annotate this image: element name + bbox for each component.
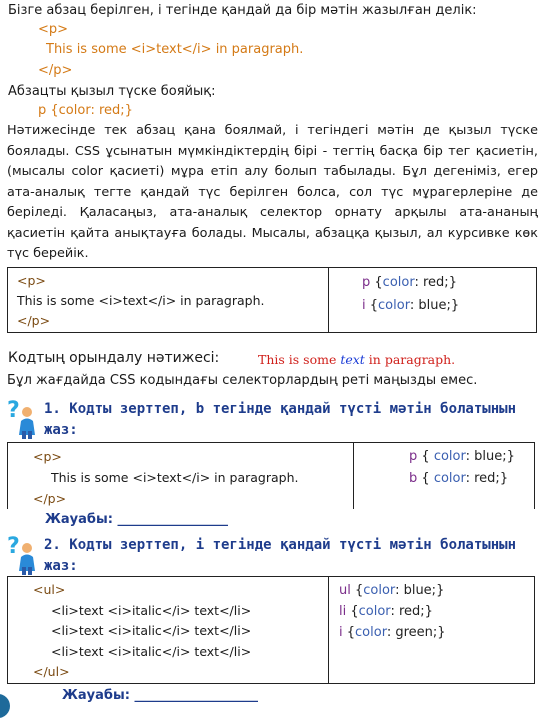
result-rendered [258,352,455,367]
css-selector: b [409,471,418,486]
q1-css-cell [354,443,535,510]
css-selector: p [362,275,371,290]
example-html-line [17,291,328,311]
question-1-answer [45,512,228,527]
q2-html-line: </ul> [33,664,70,679]
q1-css-line: p { color: blue;} [409,449,515,464]
css-property: color [433,471,466,486]
result-text-before: This is some [258,352,341,367]
q2-html-line: <li>text <i>italic</i> text</li> [51,623,252,638]
q1-html-line: This is some <i>text</i> in paragraph. [51,470,299,485]
color-code: p {color: red;} [38,103,133,118]
css-selector: p [409,449,418,464]
order-note: Бұл жағдайда CSS кодындағы селекторлардың реті маңызды емес. [7,373,478,388]
q1-html-line: <p> [33,449,62,464]
q1-html-line: </p> [33,491,67,506]
color-line: Абзацты қызыл түске бояйық: [8,84,216,99]
css-property: color [363,583,396,598]
result-text-after: in paragraph. [364,352,456,367]
example-html-line: <p> [17,273,46,288]
q2-css-cell [329,577,535,684]
intro-line: Бізге абзац берілген, і тегінде қандай да бір мәтін жазылған делік: [8,3,477,18]
example-html-line: </p> [17,313,51,328]
q2-html-line: <li>text <i>italic</i> text</li> [51,643,252,659]
example-css-cell [329,268,537,333]
css-value: green; [395,625,438,640]
question-1-title: 1. Кодты зерттеп, b тегінде қандай түсті мәтін болатынын жаз: [44,401,517,438]
question-1-code-table [7,442,535,509]
css-selector: i [362,298,366,313]
main-paragraph: Нәтижесінде тек абзац қана боялмай, і тегіндегі мәтін де қызыл түске боялады. CSS ұсынатын мүмкіндіктердің бірі - тегтің басқа бір тег қасиетін, (мысалы color қасиеті) мұра етіп алу болып табылады. Бұл дегеніміз, егер ата-аналық тегте қандай түс берілген болса, сол түс мұрагерлеріне де беріледі. Қаласаңыз, ата-аналық селектор орнату арқылы ата-ананың қасиетін қайта анықтауға болады. Мысалы, абзацқа қызыл, ал курсивке көк түс берейік. [7,123,538,261]
question-2-title: 2. Кодты зерттеп, і тегінде қандай түсті мәтін болатынын жаз: [44,537,517,574]
svg-text:?: ? [7,534,20,559]
answer-blank[interactable]: _________________ [117,512,228,527]
css-selector: ul [339,583,351,598]
question-person-icon [5,395,39,441]
q1-html-cell [8,443,354,510]
css-value: red; [474,471,500,486]
intro-code-body: This is some <i>text</i> in paragraph. [46,42,304,57]
css-selector: i [339,625,343,640]
css-value: blue; [474,449,507,464]
question-2-code-table [7,576,535,684]
q1-css-line: b { color: red;} [409,471,509,486]
result-label: Кодтың орындалу нәтижесі: [8,350,220,366]
answer-blank[interactable]: ___________________ [134,688,258,703]
css-value: blue; [418,298,451,313]
css-selector: li [339,604,347,619]
example-css-line: p {color: red;} [362,275,457,290]
q2-html-cell [8,577,329,684]
css-property: color [378,298,410,313]
example-css-line: i {color: blue;} [362,298,460,313]
css-property: color [433,449,466,464]
css-value: red; [422,275,449,290]
q2-html-line: <li>text <i>italic</i> text</li> [51,602,252,618]
q2-css-line: li {color: red;} [339,604,433,619]
css-property: color [382,275,415,290]
q2-html-line: <ul> [33,582,66,597]
answer-label: Жауабы: [45,512,113,527]
css-value: red; [398,604,425,619]
example-html-cell [8,268,329,333]
css-value: blue; [403,583,437,598]
q2-css-line: ul {color: blue;} [339,583,445,598]
css-property: color [355,625,387,640]
question-person-icon [5,531,39,577]
answer-label: Жауабы: [62,688,130,703]
page-corner-decoration [0,694,10,718]
result-text-italic: text [340,352,365,367]
question-2-answer [62,688,258,703]
css-property: color [358,604,391,619]
intro-code-close: </p> [38,63,73,78]
q2-css-line: i {color: green;} [339,625,446,640]
example-html-text: This is some <i>text</i> in paragraph. [17,293,265,308]
svg-text:?: ? [7,398,20,423]
example-code-table [7,267,537,333]
intro-code-open: <p> [38,22,69,37]
